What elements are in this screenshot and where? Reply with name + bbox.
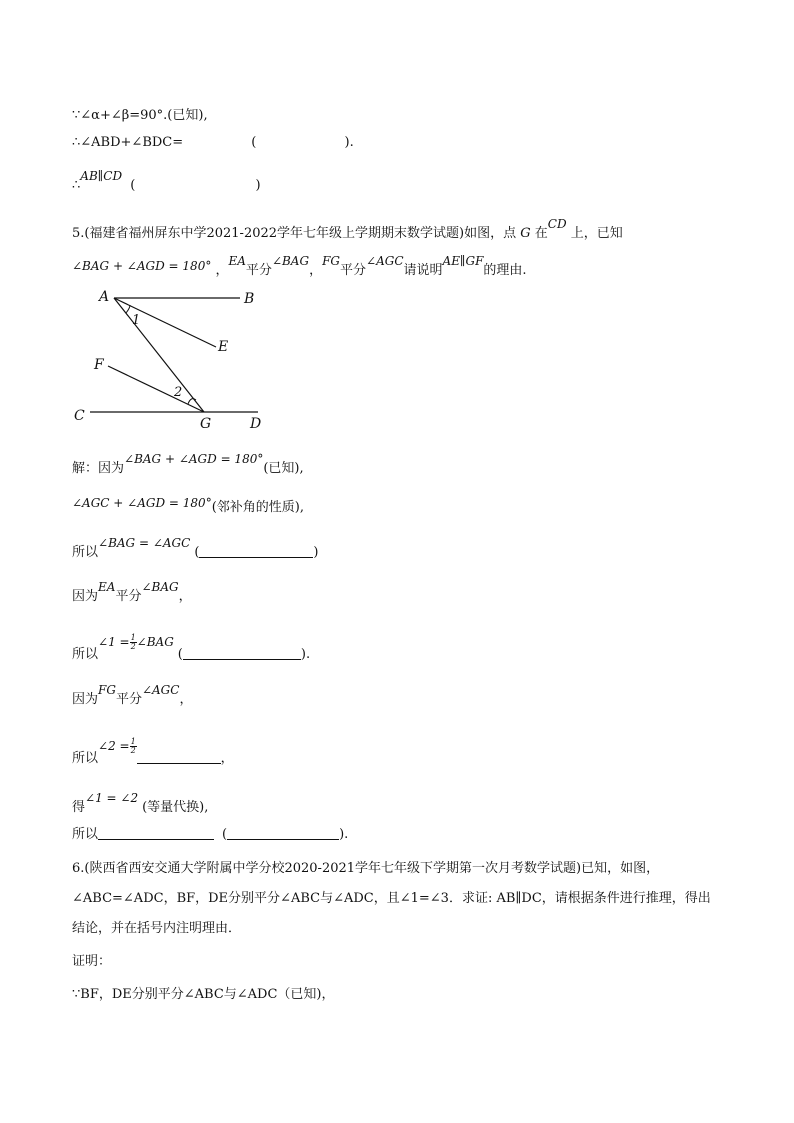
- line-ag: [114, 298, 204, 412]
- q5-step-3: 所以∠BAG = ∠AGC( ): [72, 536, 319, 560]
- angle-1-arc: [126, 305, 130, 313]
- q5-figure: [70, 284, 290, 434]
- top-line-3: ∴AB∥CD ( ): [72, 169, 261, 193]
- q5-step-4: 因为EA平分∠BAG，: [72, 580, 192, 604]
- label-angle-2: 2: [174, 385, 183, 400]
- label-e: E: [218, 339, 229, 355]
- q5-step-7: 所以∠2 = $\frac{1}{2}$ ，: [72, 737, 234, 766]
- label-c: C: [74, 408, 85, 424]
- q5-step-9: 所以 ( ).: [72, 827, 349, 842]
- q5-step-7-blank[interactable]: [137, 751, 221, 764]
- q5-step-2: ∠AGC + ∠AGD = 180°(邻补角的性质),: [72, 496, 304, 515]
- q6-line-4: 证明：: [72, 954, 112, 969]
- q5-step-5: 所以∠1 = $\frac{1}{2}$ ∠BAG( ).: [72, 633, 311, 662]
- q5-step-3-blank[interactable]: [199, 545, 313, 558]
- q5-step-5-fraction: $\frac{1}{2}$: [130, 633, 136, 651]
- q5-step-6: 因为FG平分∠AGC，: [72, 683, 193, 707]
- angle-2-arc: [188, 399, 196, 404]
- label-g: G: [200, 416, 212, 432]
- q5-step-5-blank[interactable]: [183, 647, 301, 660]
- q6-line-2: ∠ABC=∠ADC，BF，DE分别平分∠ABC与∠ADC，且∠1=∠3．求证: AB∥DC，请根据条件进行推理，得出: [72, 891, 711, 906]
- label-a: A: [99, 289, 110, 305]
- q5-step-9-blank-2[interactable]: [227, 827, 339, 840]
- label-angle-1: 1: [132, 313, 141, 328]
- top-line-1: ∵∠α+∠β=90°.(已知),: [72, 108, 208, 123]
- q5-step-8: 得∠1 = ∠2(等量代换),: [72, 791, 209, 815]
- q5-condition: ∠BAG + ∠AGD = 180° ，EA平分∠BAG，FG平分∠AGC请说明AE∥GF的理由.: [72, 254, 527, 278]
- label-f: F: [94, 357, 104, 373]
- top-line-2: ∴∠ABD+∠BDC= ( ).: [72, 135, 354, 150]
- q6-line-3: 结论，并在括号内注明理由．: [72, 921, 242, 936]
- line-ae: [114, 298, 216, 347]
- q5-title: 5.(福建省福州屏东中学2021-2022学年七年级上学期期末数学试题)如图，点 G 在CD 上，已知: [72, 217, 623, 241]
- q6-line-5: ∵BF，DE分别平分∠ABC与∠ADC（已知)，: [72, 987, 335, 1002]
- label-b: B: [244, 291, 255, 307]
- q5-step-9-blank-1[interactable]: [98, 827, 214, 840]
- q5-step-7-fraction: $\frac{1}{2}$: [130, 737, 136, 755]
- line-fg: [108, 366, 204, 412]
- label-d: D: [250, 416, 262, 432]
- q5-step-1: 解：因为∠BAG + ∠AGD = 180°(已知),: [72, 452, 304, 476]
- q6-title: 6.(陕西省西安交通大学附属中学分校2020-2021学年七年级下学期第一次月考数学试题)已知，如图，: [72, 861, 660, 876]
